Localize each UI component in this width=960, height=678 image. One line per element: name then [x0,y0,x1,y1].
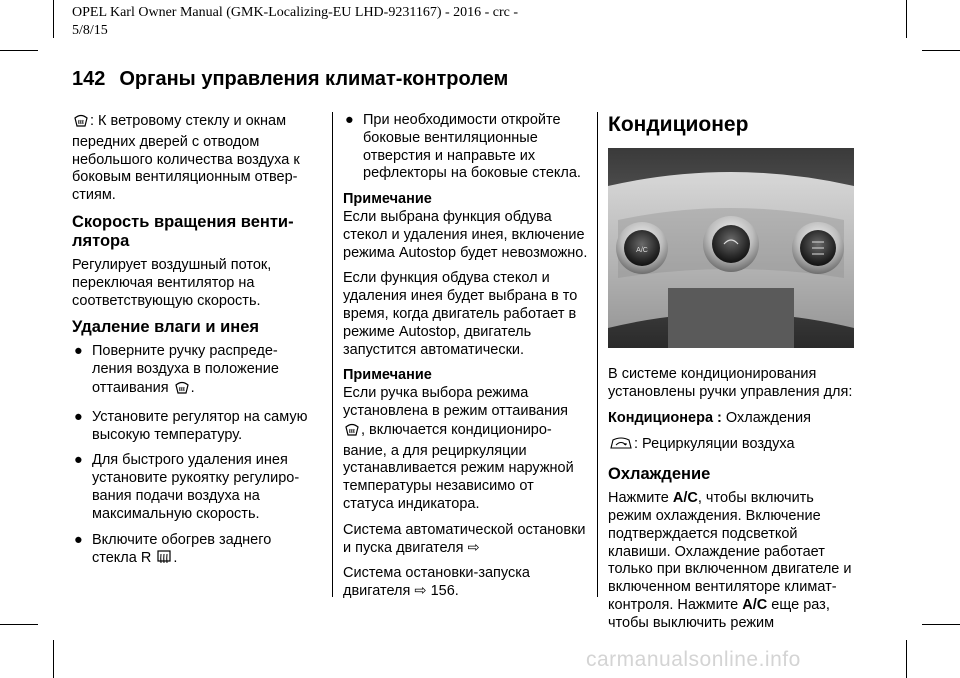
ac-key-label: A/C [672,490,698,507]
climate-control-panel-photo [608,148,854,348]
bullet-text: Поверните ручку распреде-ления воздуха в положение оттаивания [92,343,279,396]
list-item [72,532,318,572]
control-item-text: Охлаждения [725,409,811,426]
bullet-text: Установите регулятор на самую высокую температуру. [92,408,308,443]
crop-mark [0,50,38,51]
reference-arrow-icon: ⇨ [414,583,427,600]
control-item-recirculation [608,435,854,457]
cooling-heading: Охлаждение [608,465,711,484]
note-text [343,385,588,514]
crop-mark [906,640,907,678]
fan-speed-text: Регулирует воздушный поток, переключая вентилятор на соответствующую скорость. [72,256,272,309]
crop-mark [0,624,38,625]
column-divider [597,112,598,597]
autostop-paragraph: Если функция обдува стекол и удаления инея будет выбрана в то время, когда двигатель работает в режиме Autostop, двигатель запустится автоматически. [343,270,578,358]
defrost-icon [344,421,360,443]
crop-mark [906,0,907,38]
control-item-ac [608,410,854,428]
reference-arrow-icon: ⇨ [467,539,480,556]
crop-mark [922,50,960,51]
windscreen-mode-text: : К ветровому стеклу и окнам передних дверей с отводом небольшого количества воздуха к боковым вентиляционным отвер-стиям. [72,113,300,204]
fan-speed-heading: Скорость вращения венти-лятора [72,212,294,250]
chapter-heading [72,68,508,91]
watermark: carmanualsonline.info [586,648,801,671]
note-label: Примечание [343,367,432,384]
cooling-text [608,490,854,632]
bullet-text: Включите обогрев заднего стекла R [92,531,272,567]
column-2 [343,112,588,609]
reference-text: Система автоматической остановки и пуска двигателя [343,521,586,556]
note-label: Примечание [343,191,432,208]
reference-page: 156. [430,583,459,600]
column-3 [608,112,854,641]
ac-key-label: A/C [742,596,768,613]
page-number: 142 [72,68,106,90]
crop-mark [922,624,960,625]
bullet: ● [74,531,83,548]
air-conditioning-heading: Кондиционер [608,113,749,136]
column-divider [332,112,333,597]
demisting-heading: Удаление влаги и инея [72,318,260,337]
bullet: ● [74,452,83,469]
header-line-2: 5/8/15 [72,23,108,38]
list-item [72,452,318,523]
controls-intro: В системе кондиционирования установлены ручки управления для: [608,366,853,400]
crop-mark [53,640,54,678]
cross-reference [343,522,588,558]
rear-window-heating-icon [156,549,172,571]
control-item-text: : Рециркуляции воздуха [634,436,795,453]
cooling-text-end: еще раз, чтобы выключить режим [608,596,830,631]
bullet: ● [74,408,83,425]
bullet: ● [74,343,83,360]
column-1 [72,112,318,579]
cooling-text-middle: , чтобы включить режим охлаждения. Включение подтверждается подсветкой клавиши. Охлаждение работает только при включенном двигателе и включенном вентиляторе климат-контроля. Нажмите [608,490,852,613]
list-item [72,409,318,445]
defrost-icon [73,112,89,134]
document-header [72,4,518,40]
crop-mark [53,0,54,38]
cooling-text-start: Нажмите [608,490,669,507]
chapter-title: Органы управления климат-контролем [119,68,509,90]
bullet: ● [345,112,354,128]
cross-reference [343,565,588,601]
reference-text: Система остановки-запуска двигателя [343,565,530,600]
note-text-end: , включается кондициониро-вание, а для рециркуляции устанавливается режим наружной температуры независимо от статуса индикатора. [343,421,574,512]
defrost-icon [174,379,190,401]
list-item [343,112,588,183]
bullet-text: Для быстрого удаления инея установите рукоятку регулиро-вания подачи воздуха на максимальную скорость. [92,452,300,522]
bullet-text-end: . [173,550,178,567]
recirculation-icon [609,435,633,457]
ac-button-label: A/C [636,247,648,254]
windscreen-mode-paragraph [72,112,318,205]
control-item-label: Кондиционера : [608,409,722,426]
header-line-1: OPEL Karl Owner Manual (GMK-Localizing-EU LHD-9231167) - 2016 - crc - [72,5,519,20]
bullet-text-end: . [190,379,195,396]
list-item [72,343,318,400]
note-text: Если выбрана функция обдува стекол и удаления инея, включение режима Autostop будет невозможно. [343,208,588,261]
bullet-text: При необходимости откройте боковые вентиляционные отверстия и направьте их рефлекторы на боковые стекла. [363,112,581,182]
note-text-start: Если ручка выбора режима установлена в режим оттаивания [343,385,569,419]
